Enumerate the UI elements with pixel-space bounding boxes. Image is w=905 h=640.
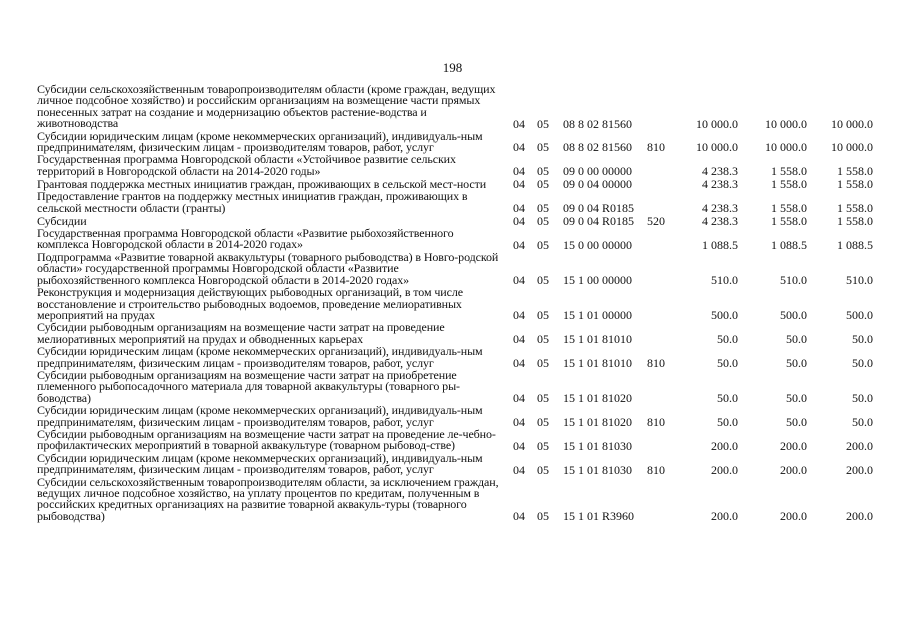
table-row (37, 450, 875, 477)
amount-year-3: 1 558.0 (837, 201, 873, 216)
expense-type-code: 810 (647, 462, 665, 477)
section-code: 04 (513, 201, 525, 216)
amount-year-1: 200.0 (711, 509, 738, 524)
target-article-code: 09 0 04 R0185 (563, 201, 635, 216)
target-article-code: 15 1 01 81030 (563, 438, 632, 453)
row-description: Реконструкция и модернизация действующих рыбоводных организаций, в том числе восстановление и строительство рыбоводных водоемов, проведение мелиоративных мероприятий на прудах (37, 285, 463, 322)
target-article-code: 15 1 01 R3960 (563, 509, 635, 524)
section-code: 04 (513, 116, 525, 131)
row-description: Грантовая поддержка местных инициатив граждан, проживающих в сельской мест-ности (37, 176, 487, 191)
section-code: 04 (513, 237, 525, 252)
amount-year-2: 10 000.0 (765, 116, 807, 131)
table-row (37, 287, 875, 321)
table-row (37, 367, 875, 406)
section-code: 04 (513, 308, 525, 323)
subsection-code: 05 (537, 237, 549, 252)
amount-year-3: 1 088.5 (837, 237, 873, 252)
subsection-code: 05 (537, 116, 549, 131)
amount-year-1: 10 000.0 (696, 140, 738, 155)
section-code: 04 (513, 438, 525, 453)
target-article-code: 15 1 01 81030 (563, 462, 632, 477)
section-code: 04 (513, 355, 525, 370)
amount-year-3: 50.0 (852, 355, 873, 370)
amount-year-2: 50.0 (786, 355, 807, 370)
row-description: Субсидии рыбоводным организациям на возмещение части затрат на проведение ле-чебно-профилактических мероприятий в товарной аквакультуре (товарном рыбовод-стве) (37, 426, 496, 453)
table-row (37, 128, 875, 155)
target-article-code: 15 1 01 00000 (563, 308, 632, 323)
amount-year-2: 1 558.0 (771, 214, 807, 229)
amount-year-2: 50.0 (786, 391, 807, 406)
target-article-code: 15 1 01 81010 (563, 332, 632, 347)
amount-year-1: 4 238.3 (702, 214, 738, 229)
target-article-code: 15 1 01 81020 (563, 414, 632, 429)
amount-year-2: 50.0 (786, 414, 807, 429)
row-description: Предоставление грантов на поддержку местных инициатив граждан, проживающих в сельской местности области (гранты) (37, 189, 468, 215)
amount-year-1: 50.0 (717, 332, 738, 347)
row-description: Субсидии сельскохозяйственным товаропроизводителям области, за исключением граждан, ведущих личное подсобное хозяйство, на уплату процентов по кредитам, полученным в российских кредитных организациях на развитие товарной аквакуль-туры (товарного рыбоводства) (37, 474, 499, 523)
amount-year-2: 10 000.0 (765, 140, 807, 155)
table-row (37, 84, 875, 130)
subsection-code: 05 (537, 414, 549, 429)
amount-year-1: 1 088.5 (702, 237, 738, 252)
amount-year-1: 50.0 (717, 414, 738, 429)
amount-year-3: 200.0 (846, 462, 873, 477)
row-description: Субсидии рыбоводным организациям на возмещение части затрат на проведение мелиоративных мероприятий на прудах и обводненных карьерах (37, 320, 445, 346)
subsection-code: 05 (537, 164, 549, 179)
amount-year-1: 500.0 (711, 308, 738, 323)
section-code: 04 (513, 214, 525, 229)
subsection-code: 05 (537, 438, 549, 453)
amount-year-3: 200.0 (846, 438, 873, 453)
expense-type-code: 810 (647, 140, 665, 155)
amount-year-1: 50.0 (717, 391, 738, 406)
amount-year-2: 1 088.5 (771, 237, 807, 252)
table-row (37, 322, 875, 345)
amount-year-2: 1 558.0 (771, 201, 807, 216)
amount-year-1: 4 238.3 (702, 201, 738, 216)
row-description: Государственная программа Новгородской области «Развитие рыбохозяйственного комплекса Новгородской области в 2014-2020 годах» (37, 226, 454, 252)
amount-year-1: 50.0 (717, 355, 738, 370)
amount-year-2: 1 558.0 (771, 164, 807, 179)
target-article-code: 09 0 04 R0185 (563, 214, 635, 229)
row-description: Субсидии рыбоводным организациям на возмещение части затрат на приобретение племенного рыбопосадочного материала для товарной аквакультуры (товарного ры-боводства) (37, 367, 460, 405)
amount-year-3: 50.0 (852, 391, 873, 406)
section-code: 04 (513, 273, 525, 288)
target-article-code: 09 0 00 00000 (563, 164, 632, 179)
table-row (37, 426, 875, 453)
amount-year-1: 4 238.3 (702, 177, 738, 192)
section-code: 04 (513, 414, 525, 429)
row-description: Субсидии юридическим лицам (кроме некоммерческих организаций), индивидуаль-ным предпринимателям, физическим лицам - производителям товаров, работ, услуг (37, 403, 483, 429)
amount-year-2: 500.0 (780, 308, 807, 323)
table-row (37, 228, 875, 251)
amount-year-3: 500.0 (846, 308, 873, 323)
table-row (37, 405, 875, 428)
target-article-code: 09 0 04 00000 (563, 177, 632, 192)
target-article-code: 15 1 01 81010 (563, 355, 632, 370)
row-description: Государственная программа Новгородской области «Устойчивое развитие сельских территорий в Новгородской области на 2014-2020 годы» (37, 152, 456, 178)
page-number: 198 (442, 60, 463, 75)
subsection-code: 05 (537, 308, 549, 323)
target-article-code: 15 0 00 00000 (563, 237, 632, 252)
amount-year-3: 510.0 (846, 273, 873, 288)
section-code: 04 (513, 164, 525, 179)
subsection-code: 05 (537, 140, 549, 155)
amount-year-1: 10 000.0 (696, 116, 738, 131)
expense-type-code: 520 (647, 214, 665, 229)
budget-table (37, 84, 875, 523)
subsection-code: 05 (537, 462, 549, 477)
amount-year-2: 510.0 (780, 273, 807, 288)
amount-year-1: 200.0 (711, 462, 738, 477)
row-description: Подпрограмма «Развитие товарной аквакультуры (товарного рыбоводства) в Новго-родской области» государственной программы Новгородской области «Развитие рыбохозяйственного комплекса Новгородской области в 2014-2020 годах» (37, 249, 499, 287)
row-description: Субсидии (37, 213, 87, 228)
amount-year-3: 50.0 (852, 332, 873, 347)
section-code: 04 (513, 140, 525, 155)
amount-year-2: 200.0 (780, 462, 807, 477)
amount-year-2: 200.0 (780, 509, 807, 524)
table-row (37, 249, 875, 288)
subsection-code: 05 (537, 391, 549, 406)
target-article-code: 08 8 02 81560 (563, 140, 632, 155)
expense-type-code: 810 (647, 414, 665, 429)
amount-year-2: 50.0 (786, 332, 807, 347)
table-row (37, 154, 875, 177)
subsection-code: 05 (537, 201, 549, 216)
expense-type-code: 810 (647, 355, 665, 370)
amount-year-3: 1 558.0 (837, 214, 873, 229)
row-description: Субсидии юридическим лицам (кроме некоммерческих организаций), индивидуаль-ным предпринимателям, физическим лицам - производителям товаров, работ, услуг (37, 450, 483, 477)
subsection-code: 05 (537, 509, 549, 524)
target-article-code: 15 1 01 81020 (563, 391, 632, 406)
row-description: Субсидии сельскохозяйственным товаропроизводителям области (кроме граждан, ведущих личное подсобное хозяйство) и российским организациям на возмещение части прямых понесенных затрат на создание и модернизацию объектов растение-водства и животноводства (37, 82, 496, 131)
section-code: 04 (513, 509, 525, 524)
row-description: Субсидии юридическим лицам (кроме некоммерческих организаций), индивидуаль-ным предпринимателям, физическим лицам - производителям товаров, работ, услуг (37, 128, 483, 155)
row-description: Субсидии юридическим лицам (кроме некоммерческих организаций), индивидуаль-ным предпринимателям, физическим лицам - производителям товаров, работ, услуг (37, 344, 483, 370)
amount-year-3: 1 558.0 (837, 164, 873, 179)
table-row (37, 474, 875, 524)
subsection-code: 05 (537, 177, 549, 192)
amount-year-3: 50.0 (852, 414, 873, 429)
section-code: 04 (513, 391, 525, 406)
table-row (37, 346, 875, 369)
subsection-code: 05 (537, 273, 549, 288)
subsection-code: 05 (537, 332, 549, 347)
amount-year-2: 1 558.0 (771, 177, 807, 192)
table-row (37, 191, 875, 214)
amount-year-2: 200.0 (780, 438, 807, 453)
amount-year-3: 200.0 (846, 509, 873, 524)
amount-year-1: 510.0 (711, 273, 738, 288)
subsection-code: 05 (537, 355, 549, 370)
target-article-code: 08 8 02 81560 (563, 116, 632, 131)
amount-year-1: 4 238.3 (702, 164, 738, 179)
section-code: 04 (513, 462, 525, 477)
amount-year-1: 200.0 (711, 438, 738, 453)
subsection-code: 05 (537, 214, 549, 229)
amount-year-3: 10 000.0 (831, 140, 873, 155)
amount-year-3: 1 558.0 (837, 177, 873, 192)
section-code: 04 (513, 177, 525, 192)
section-code: 04 (513, 332, 525, 347)
amount-year-3: 10 000.0 (831, 116, 873, 131)
target-article-code: 15 1 00 00000 (563, 273, 632, 288)
